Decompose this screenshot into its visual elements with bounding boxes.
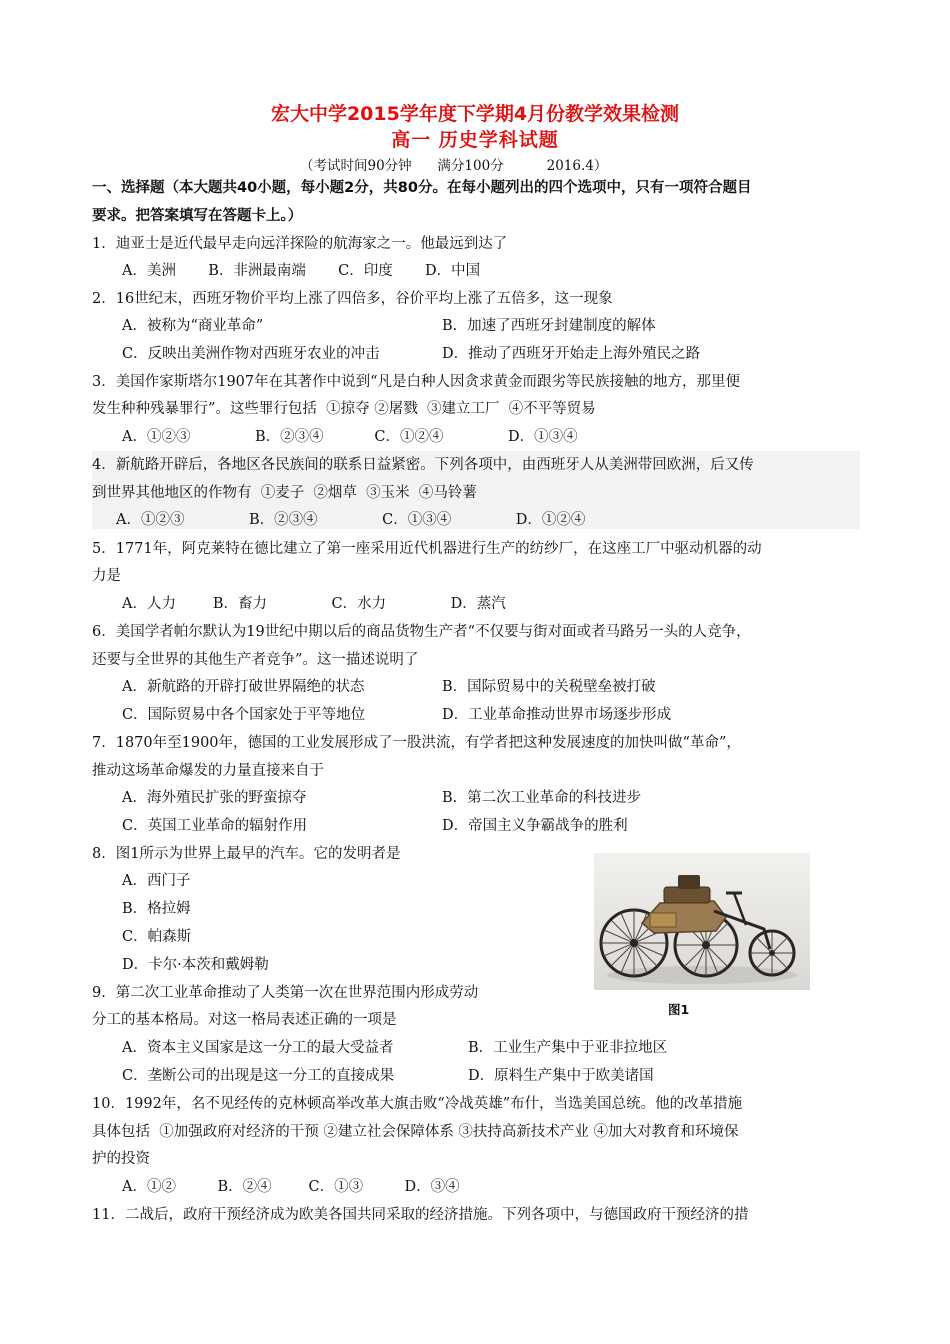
q7-option-b: B．第二次工业革命的科技进步 bbox=[442, 790, 642, 806]
q6-option-c: C．国际贸易中各个国家处于平等地位 bbox=[122, 707, 366, 723]
exam-subtitle: 高一 历史学科试题 bbox=[391, 129, 559, 151]
q3-stem-line1: 3．美国作家斯塔尔1907年在其著作中说到“凡是白种人因贪求黄金而跟劣等民族接触的地方，那里便 bbox=[92, 374, 741, 390]
q9-option-d: D．原料生产集中于欧美诸国 bbox=[468, 1068, 654, 1084]
q9-stem-line2: 分工的基本格局。对这一格局表述正确的一项是 bbox=[92, 1012, 397, 1028]
q2-option-c: C．反映出美洲作物对西班牙农业的冲击 bbox=[122, 346, 380, 362]
q1-stem: 1．迪亚士是近代最早走向远洋探险的航海家之一。他最远到达了 bbox=[92, 236, 508, 252]
q6-option-d: D．工业革命推动世界市场逐步形成 bbox=[442, 707, 672, 723]
q6-option-b: B．国际贸易中的关税壁垒被打破 bbox=[442, 679, 656, 695]
q2-option-b: B．加速了西班牙封建制度的解体 bbox=[442, 318, 656, 334]
q10-stem-line1: 10．1992年，名不见经传的克林顿高举改革大旗击败“冷战英雄”布什，当选美国总统。他的改革措施 bbox=[92, 1096, 743, 1112]
car-illustration bbox=[594, 853, 810, 990]
q9-stem-line1: 9．第二次工业革命推动了人类第一次在世界范围内形成劳动 bbox=[92, 985, 479, 1001]
q7-option-c: C．英国工业革命的辐射作用 bbox=[122, 818, 308, 834]
q2-option-d: D．推动了西班牙开始走上海外殖民之路 bbox=[442, 346, 701, 362]
exam-info: （考试时间90分钟 满分100分 2016.4） bbox=[300, 158, 608, 174]
q8-option-c: C．帕森斯 bbox=[122, 929, 192, 945]
q7-option-d: D．帝国主义争霸战争的胜利 bbox=[442, 818, 628, 834]
q3-stem-line2: 发生种种残暴罪行”。这些罪行包括 ①掠夺 ②屠戮 ③建立工厂 ④不平等贸易 bbox=[92, 401, 596, 417]
q8-option-d: D．卡尔·本茨和戴姆勒 bbox=[122, 957, 269, 973]
figure-caption: 图1 bbox=[668, 1002, 690, 1017]
q6-stem-line1: 6．美国学者帕尔默认为19世纪中期以后的商品货物生产者“不仅要与街对面或者马路另一头的人竞争， bbox=[92, 624, 751, 640]
q4-options: A．①②③ B．②③④ C．①③④ D．①②④ bbox=[116, 512, 586, 528]
q10-stem-line2: 具体包括 ①加强政府对经济的干预 ②建立社会保障体系 ③扶持高新技术产业 ④加大对教育和环境保 bbox=[92, 1124, 739, 1140]
q9-option-b: B．工业生产集中于亚非拉地区 bbox=[468, 1040, 668, 1056]
q5-stem-line1: 5．1771年，阿克莱特在德比建立了第一座采用近代机器进行生产的纺纱厂，在这座工厂中驱动机器的动 bbox=[92, 541, 762, 557]
figure-early-car-image bbox=[594, 853, 810, 990]
q4-stem-line2: 到世界其他地区的作物有 ①麦子 ②烟草 ③玉米 ④马铃薯 bbox=[92, 485, 477, 501]
q6-option-a: A．新航路的开辟打破世界隔绝的状态 bbox=[122, 679, 365, 695]
q9-option-a: A．资本主义国家是这一分工的最大受益者 bbox=[122, 1040, 394, 1056]
section-heading-line1: 一、选择题（本大题共40小题，每小题2分，共80分。在每小题列出的四个选项中，只有一项符合题目 bbox=[92, 180, 752, 196]
q10-stem-line3: 护的投资 bbox=[92, 1151, 150, 1167]
q3-options: A．①②③ B．②③④ C．①②④ D．①③④ bbox=[122, 429, 578, 445]
q8-stem: 8．图1所示为世界上最早的汽车。它的发明者是 bbox=[92, 846, 401, 862]
q7-option-a: A．海外殖民扩张的野蛮掠夺 bbox=[122, 790, 307, 806]
q7-stem-line1: 7．1870年至1900年，德国的工业发展形成了一股洪流，有学者把这种发展速度的加快叫做“革命”， bbox=[92, 735, 741, 751]
q5-stem-line2: 力是 bbox=[92, 568, 121, 584]
q4-stem-line1: 4．新航路开辟后，各地区各民族间的联系日益紧密。下列各项中，由西班牙人从美洲带回欧洲，后又传 bbox=[92, 457, 754, 473]
q7-stem-line2: 推动这场革命爆发的力量直接来自于 bbox=[92, 763, 324, 779]
q11-stem-line1: 11．二战后，政府干预经济成为欧美各国共同采取的经济措施。下列各项中，与德国政府干预经济的措 bbox=[92, 1207, 749, 1223]
q6-stem-line2: 还要与全世界的其他生产者竞争”。这一描述说明了 bbox=[92, 652, 419, 668]
q2-option-a: A．被称为“商业革命” bbox=[122, 318, 264, 334]
q2-stem: 2．16世纪末，西班牙物价平均上涨了四倍多，谷价平均上涨了五倍多，这一现象 bbox=[92, 291, 613, 307]
exam-title: 宏大中学2015学年度下学期4月份教学效果检测 bbox=[270, 103, 680, 125]
q5-options: A．人力 B．畜力 C．水力 D．蒸汽 bbox=[122, 596, 506, 612]
q8-option-b: B．格拉姆 bbox=[122, 901, 191, 917]
q1-options: A．美洲 B．非洲最南端 C．印度 D．中国 bbox=[122, 263, 481, 279]
q9-option-c: C．垄断公司的出现是这一分工的直接成果 bbox=[122, 1068, 395, 1084]
section-heading-line2: 要求。把答案填写在答题卡上。） bbox=[92, 208, 303, 224]
q8-option-a: A．西门子 bbox=[122, 873, 191, 889]
q10-options: A．①② B．②④ C．①③ D．③④ bbox=[122, 1179, 460, 1195]
